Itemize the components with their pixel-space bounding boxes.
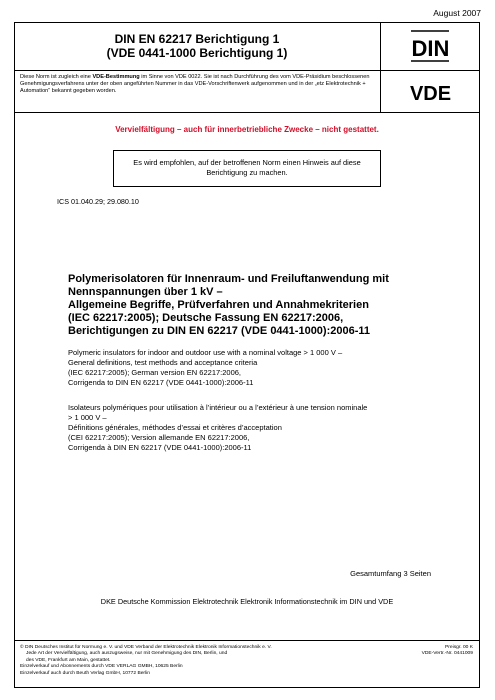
title-german-line: Berichtigungen zu DIN EN 62217 (VDE 0441-1000):2006-11 bbox=[68, 325, 371, 337]
copyright-line: des VDE, Frankfurt am Main, gestattet. bbox=[26, 657, 111, 663]
title-english bbox=[68, 348, 448, 388]
title-french-line: Corrigenda à DIN EN 62217 (VDE 0441-1000):2006-11 bbox=[68, 443, 252, 452]
copyright-notice bbox=[20, 645, 380, 677]
note-text-pre: Diese Norm ist zugleich eine bbox=[20, 74, 93, 80]
title-english-line: General definitions, test methods and acceptance criteria bbox=[68, 358, 258, 367]
vde-regulation-note bbox=[14, 71, 381, 113]
copyright-line: Jede Art der Vervielfältigung, auch auszugsweise, nur mit Genehmigung des DIN, Berlin, und bbox=[26, 651, 228, 657]
title-english-line: Polymeric insulators for indoor and outdoor use with a nominal voltage > 1 000 V – bbox=[68, 348, 343, 357]
vde-logo-text: VDE bbox=[409, 83, 452, 105]
document-number-box bbox=[14, 22, 381, 71]
note-text-post: im Sinne von VDE 0022. Sie ist nach Durchführung des vom VDE-Präsidium beschlossenen Genehmigungsverfahrens unter der oben angeführten Nummer in das VDE-Vorschriftenwerk aufgenommen und in der „etz Elektrotechnik + Automation“ bekannt gegeben worden. bbox=[20, 74, 370, 95]
dke-publisher: DKE Deutsche Kommission Elektrotechnik Elektronik Informationstechnik im DIN und VDE bbox=[100, 597, 394, 606]
din-logo-box bbox=[381, 22, 480, 71]
vde-number: (VDE 0441-1000 Berichtigung 1) bbox=[106, 46, 288, 60]
issue-date: August 2007 bbox=[433, 8, 481, 18]
copyright-line: Einzelverkauf und Abonnements durch VDE VERLAG GMBH, 10625 Berlin bbox=[20, 664, 183, 670]
din-logo bbox=[381, 22, 480, 70]
vde-logo bbox=[381, 71, 480, 113]
title-french-line: Définitions générales, méthodes d’essai et critères d’acceptation bbox=[68, 423, 282, 432]
title-german bbox=[68, 273, 438, 338]
total-pages: Gesamtumfang 3 Seiten bbox=[350, 569, 431, 578]
copyright-line: Einzelverkauf auch durch Beuth Verlag GmbH, 10772 Berlin bbox=[20, 670, 150, 676]
din-logo-text: DIN bbox=[411, 36, 450, 61]
vde-distribution-number: VDE-Vertr.-Nr. 0441009 bbox=[421, 651, 473, 657]
title-french-line: Isolateurs polymériques pour utilisation à l’intérieur ou a l’extérieur à une tension nominale bbox=[68, 403, 368, 412]
title-german-line: Allgemeine Begriffe, Prüfverfahren und Annahmekriterien bbox=[68, 299, 369, 311]
copyright-line: © DIN Deutsches Institut für Normung e. V. und VDE Verband der Elektrotechnik Elektronik Informationstechnik e. V. bbox=[20, 645, 272, 650]
vde-logo-box bbox=[381, 71, 480, 113]
ics-codes: ICS 01.040.29; 29.080.10 bbox=[57, 197, 139, 206]
recommendation-line: Es wird empfohlen, auf der betroffenen Norm einen Hinweis auf diese bbox=[133, 158, 361, 167]
title-french-line: > 1 000 V – bbox=[68, 413, 107, 422]
note-text-bold: VDE-Bestimmung bbox=[92, 74, 140, 80]
price-info bbox=[422, 645, 473, 658]
title-german-line: Nennspannungen über 1 kV – bbox=[68, 286, 223, 298]
recommendation-line: Berichtigung zu machen. bbox=[206, 168, 288, 177]
title-german-line: (IEC 62217:2005); Deutsche Fassung EN 62217:2006, bbox=[68, 312, 344, 324]
title-french-line: (CEI 62217:2005); Version allemande EN 62217:2006, bbox=[68, 433, 250, 442]
title-french bbox=[68, 403, 448, 453]
title-german-line: Polymerisolatoren für Innenraum- und Freiluftanwendung mit bbox=[68, 273, 389, 285]
footer-divider bbox=[14, 640, 480, 641]
title-english-line: (IEC 62217:2005); German version EN 62217:2006, bbox=[68, 368, 242, 377]
price-group: Preisgr. 00 K bbox=[445, 645, 473, 650]
title-english-line: Corrigenda to DIN EN 62217 (VDE 0441-1000):2006-11 bbox=[68, 378, 254, 387]
reproduction-notice: Vervielfältigung – auch für innerbetriebliche Zwecke – nicht gestattet. bbox=[115, 125, 379, 134]
document-number: DIN EN 62217 Berichtigung 1 bbox=[114, 32, 280, 46]
recommendation-box bbox=[113, 150, 381, 187]
